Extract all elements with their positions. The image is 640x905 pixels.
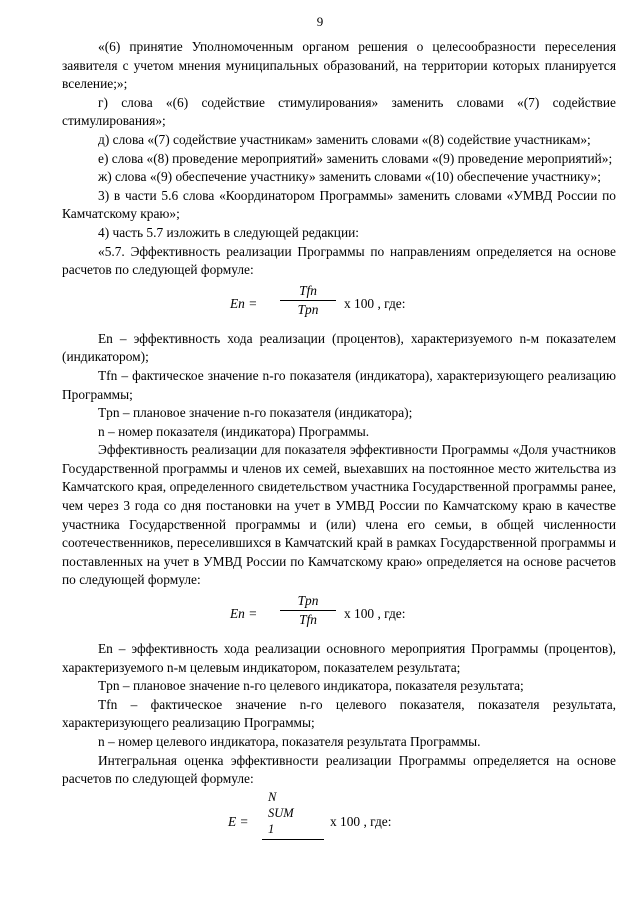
formula-efficiency-indicator [62, 592, 616, 638]
formula-sum [262, 789, 324, 840]
formula-lhs: En = [230, 606, 258, 622]
paragraph: «5.7. Эффективность реализации Программы по направлениям определяется на основе расчетов по следующей формуле: [62, 243, 616, 278]
sum-upper-limit: N [268, 789, 277, 804]
paragraph: г) слова «(6) содействие стимулирования» заменить словами «(7) содействие стимулирования»; [62, 94, 616, 129]
page-number: 9 [316, 14, 324, 29]
paragraph: 4) часть 5.7 изложить в следующей редакции: [98, 224, 360, 240]
formula-integral-assessment [62, 789, 616, 853]
paragraph: д) слова «(7) содействие участникам» заменить словами «(8) содействие участникам»; [98, 131, 591, 147]
formula-fraction [280, 282, 336, 319]
formula-denominator: Tfn [299, 612, 317, 628]
paragraph: En – эффективность хода реализации основного мероприятия Программы (процентов), характеризуемого n-м целевым индикатором, показателем результата; [62, 641, 616, 675]
formula-rhs: x 100 , где: [344, 295, 406, 311]
paragraph: En – эффективность хода реализации (процентов), характеризуемого n-м показателем (индикатором); [62, 330, 616, 365]
paragraph: Эффективность реализации для показателя эффективности Программы «Доля участников Государственной программы и членов их семей, выехавших на постоянное место жительства из Камчатского края, определенного свидетельством участника Государственной программы ранее, чем через 3 года со дня постановки на учет в УМВД России по Камчатскому краю в качестве участника Государственной программы и (или) члена его семьи, в общей численности соотечественников, переселившихся в Камчатский край в рамках Государственной программы и поставленных на учет в УМВД России по Камчатскому краю» определяется на основе расчетов по следующей формуле: [62, 442, 616, 588]
formula-fraction [280, 592, 336, 629]
paragraph: Tfn – фактическое значение n-го показателя (индикатора), характеризующего реализацию Программы; [62, 367, 616, 402]
formula-numerator: Tpn [280, 592, 336, 611]
document-body [62, 38, 616, 857]
paragraph: n – номер показателя (индикатора) Программы. [98, 423, 370, 439]
sum-lower-limit: 1 [268, 821, 275, 836]
paragraph: е) слова «(8) проведение мероприятий» заменить словами «(9) проведение мероприятий»; [98, 150, 613, 166]
formula-denominator: Tpn [297, 301, 319, 317]
paragraph: «(6) принятие Уполномоченным органом решения о целесообразности переселения заявителя с учетом мнения муниципальных образований, на территории которых планируется вселение;»; [62, 39, 616, 92]
formula-efficiency-direction [62, 282, 616, 328]
sum-operator: SUM [268, 805, 294, 820]
formula-rhs: x 100 , где: [344, 606, 406, 622]
paragraph: Интегральная оценка эффективности реализации Программы определяется на основе расчетов по следующей формуле: [62, 752, 616, 787]
formula-rhs: x 100 , где: [330, 813, 392, 829]
paragraph: 3) в части 5.6 слова «Координатором Программы» заменить словами «УМВД России по Камчатскому краю»; [62, 187, 616, 222]
formula-lhs: En = [230, 295, 258, 311]
formula-numerator: Tfn [280, 282, 336, 301]
fraction-line [262, 839, 324, 840]
formula-lhs: E = [228, 813, 249, 829]
paragraph: n – номер целевого индикатора, показателя результата Программы. [98, 734, 481, 749]
paragraph: Tpn – плановое значение n-го показателя (индикатора); [98, 405, 413, 421]
paragraph: Tfn – фактическое значение n-го целевого показателя, показателя результата, характеризующего реализацию Программы; [62, 696, 616, 731]
paragraph: Tpn – плановое значение n-го целевого индикатора, показателя результата; [98, 678, 524, 694]
paragraph: ж) слова «(9) обеспечение участнику» заменить словами «(10) обеспечение участнику»; [98, 169, 601, 185]
